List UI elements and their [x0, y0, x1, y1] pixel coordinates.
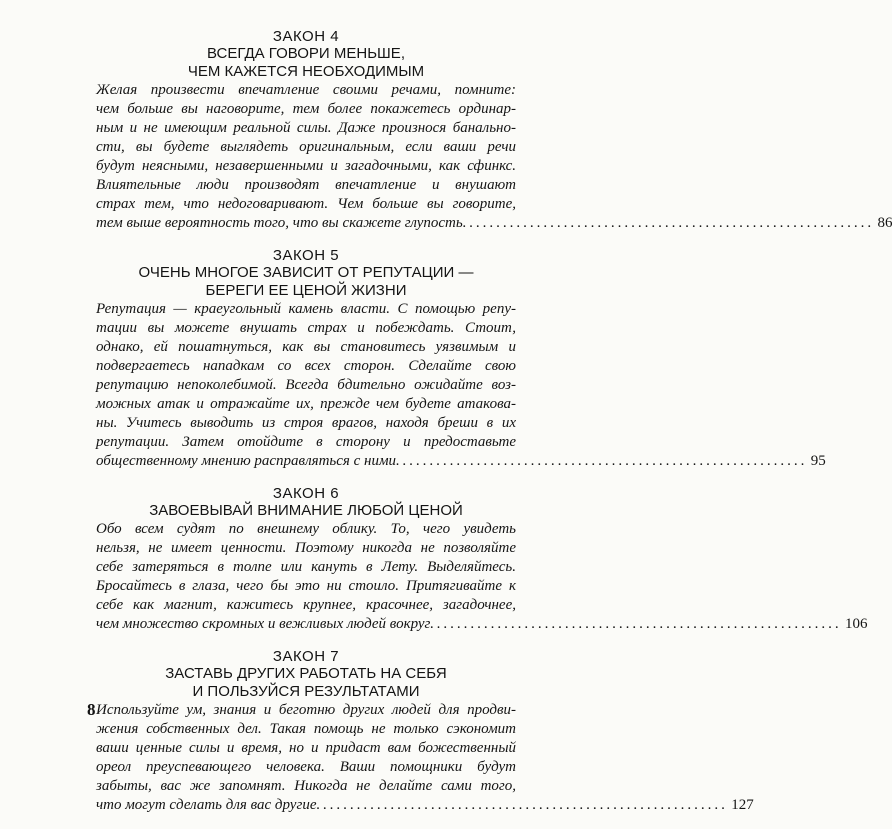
- law-title-line: ВСЕГДА ГОВОРИ МЕНЬШЕ,: [207, 45, 405, 62]
- law-title-line: ЗАСТАВЬ ДРУГИХ РАБОТАТЬ НА СЕБЯ: [165, 665, 447, 682]
- law-text-line: чем множество скромных и вежливых людей вокруг.: [96, 616, 434, 632]
- law-text: [96, 520, 868, 634]
- law-title-line: И ПОЛЬЗУЙСЯ РЕЗУЛЬТАТАМИ: [192, 683, 420, 700]
- page-number: 8: [87, 700, 96, 719]
- law-text-line: подвергаетесь нападкам со всех сторон. Сделайте свою: [96, 358, 516, 374]
- law-text-line: Используйте ум, знания и беготню других людей для продви-: [96, 702, 516, 718]
- law-section: [96, 28, 892, 233]
- law-text-last-line: [96, 452, 826, 471]
- law-page-reference: 86: [877, 215, 892, 231]
- law-text-last-line: [96, 615, 868, 634]
- law-text-line: репутацию непоколебимой. Всегда бдительно ожидайте воз-: [96, 377, 516, 393]
- law-text-line: будут неясными, незавершенными и загадочными, как сфинкс.: [96, 158, 516, 174]
- dot-leader: ............................................................: [402, 453, 808, 469]
- law-text: [96, 300, 826, 471]
- law-page-reference: 95: [810, 453, 826, 469]
- law-text-line: страх тем, что недоговаривают. Чем больше вы говорите,: [96, 196, 516, 212]
- law-text-line: можных атак и отражайте их, прежде чем будете атакова-: [96, 396, 516, 412]
- law-section: [96, 485, 868, 634]
- law-text-line: ным и не имеющим реальной силы. Даже произнося банально-: [96, 120, 516, 136]
- dot-leader: ............................................................: [323, 797, 729, 813]
- law-text-line: тем выше вероятность того, что вы скажете глупость.: [96, 215, 467, 231]
- law-number: ЗАКОН 7: [272, 648, 340, 665]
- law-text-last-line: [96, 796, 754, 815]
- dot-leader: ............................................................: [436, 616, 842, 632]
- law-text-line: Желая произвести впечатление своими речами, помните:: [96, 82, 516, 98]
- law-text-line: чем больше вы наговорите, тем более покажетесь ординар-: [96, 101, 516, 117]
- law-text-line: ореол преуспевающего человека. Ваши помощники будут: [96, 759, 516, 775]
- law-text-line: себе как магнит, кажитесь крупнее, красочнее, загадочнее,: [96, 597, 516, 613]
- law-title-line: ЗАВОЕВЫВАЙ ВНИМАНИЕ ЛЮБОЙ ЦЕНОЙ: [149, 502, 463, 519]
- law-section: [96, 648, 754, 815]
- law-text-line: репутации. Затем отойдите в сторону и предоставьте: [96, 434, 516, 450]
- law-text-line: что могут сделать для вас другие.: [96, 797, 321, 813]
- law-text-line: ваши ценные силы и время, но и придаст вам божественный: [96, 740, 516, 756]
- law-section: [96, 247, 826, 471]
- law-text: [96, 701, 754, 815]
- law-number: ЗАКОН 4: [272, 28, 340, 45]
- law-text-line: ны. Учитесь выводить из строя врагов, находя бреши в их: [96, 415, 516, 431]
- law-number: ЗАКОН 5: [272, 247, 340, 264]
- law-text-line: тации вы можете внушать страх и побеждать. Стоит,: [96, 320, 516, 336]
- law-text-line: нельзя, не имеет ценности. Поэтому никогда не позволяйте: [96, 540, 516, 556]
- law-text-line: сти, вы будете выглядеть оригинальным, если ваши речи: [96, 139, 516, 155]
- law-page-reference: 106: [844, 616, 868, 632]
- law-text-line: однако, ей пошатнуться, как вы становитесь уязвимым и: [96, 339, 516, 355]
- law-text-line: Репутация — краеугольный камень власти. С помощью репу-: [96, 301, 516, 317]
- law-number: ЗАКОН 6: [272, 485, 340, 502]
- law-text-line: Обо всем судят по внешнему облику. То, чего увидеть: [96, 521, 516, 537]
- law-text: [96, 81, 892, 233]
- dot-leader: ............................................................: [469, 215, 875, 231]
- law-text-line: Влиятельные люди производят впечатление и внушают: [96, 177, 516, 193]
- law-page-reference: 127: [731, 797, 754, 813]
- law-text-line: себе затеряться в толпе или кануть в Лету. Выделяйтесь.: [96, 559, 516, 575]
- law-title-line: БЕРЕГИ ЕЕ ЦЕНОЙ ЖИЗНИ: [205, 282, 407, 299]
- law-title-line: ЧЕМ КАЖЕТСЯ НЕОБХОДИМЫМ: [187, 63, 425, 80]
- law-text-line: общественному мнению расправляться с ними.: [96, 453, 400, 469]
- law-text-last-line: [96, 214, 892, 233]
- law-title-line: ОЧЕНЬ МНОГОЕ ЗАВИСИТ ОТ РЕПУТАЦИИ —: [138, 264, 474, 281]
- page-content: [96, 28, 892, 829]
- law-text-line: жения собственных дел. Такая помощь не только сэкономит: [96, 721, 516, 737]
- law-text-line: Бросайтесь в глаза, чего бы это ни стоило. Притягивайте к: [96, 578, 516, 594]
- law-text-line: забыты, вас же запомнят. Никогда не делайте сами того,: [96, 778, 516, 794]
